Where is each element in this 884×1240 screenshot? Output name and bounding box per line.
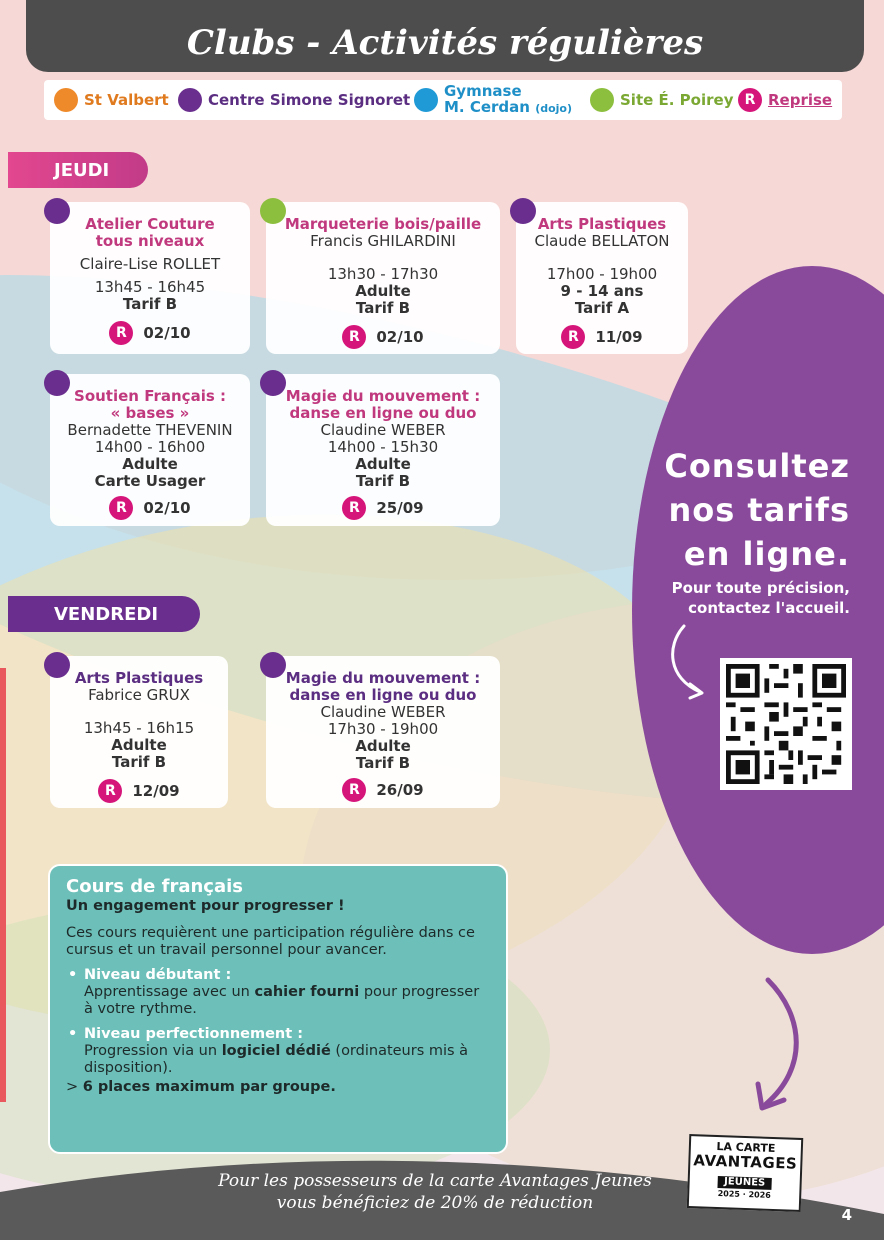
- location-dot-icon: [260, 370, 286, 396]
- curved-arrow-down-icon: [748, 976, 812, 1116]
- location-dot-icon: [260, 198, 286, 224]
- reprise-r-icon: R: [342, 325, 366, 349]
- reprise-r-icon: R: [342, 496, 366, 520]
- card-atelier-couture: Atelier Couture tous niveaux Claire-Lise ROLLET 13h45 - 16h45 Tarif B R 02/10: [50, 202, 250, 354]
- reprise-r-icon: R: [109, 321, 133, 345]
- location-legend: [44, 80, 842, 120]
- orange-dot-icon: [54, 88, 78, 112]
- reprise-r-icon: R: [98, 779, 122, 803]
- level-debutant: • Niveau débutant : Apprentissage avec un cahier fourni pour progresser à votre rythme.: [66, 967, 490, 1018]
- blue-dot-icon: [414, 88, 438, 112]
- qr-code-icon: [726, 664, 846, 784]
- max-places: > 6 places maximum par groupe.: [66, 1079, 336, 1095]
- cours-francais-box: Cours de français Un engagement pour progresser ! Ces cours requièrent une participation régulière dans ce cursus et un travail personnel pour avancer. • Niveau débutant : Apprentissage avec un cahier fourni pour progresser à votre rythme. • Niveau perfectionnement : Progression via un logiciel dédié (ordinateurs mis à disposition). > 6 places maximum par groupe.: [48, 864, 508, 1154]
- location-dot-icon: [510, 198, 536, 224]
- location-dot-icon: [260, 652, 286, 678]
- day-tab-jeudi: JEUDI: [8, 152, 148, 188]
- reprise-date: R 26/09: [266, 778, 500, 802]
- legend-st-valbert: St Valbert: [54, 88, 169, 112]
- reprise-date: R 12/09: [50, 779, 228, 803]
- card-magie-mouvement-vendredi: Magie du mouvement : danse en ligne ou duo Claudine WEBER 17h30 - 19h00 Adulte Tarif B R 26/09: [266, 656, 500, 808]
- location-dot-icon: [44, 652, 70, 678]
- reprise-r-icon: R: [738, 88, 762, 112]
- reprise-date: R 11/09: [516, 325, 688, 349]
- promo-subtitle: Pour toute précision, contactez l'accueil.: [671, 579, 850, 617]
- legend-site-poirey: Site É. Poirey: [590, 88, 733, 112]
- footer-message: Pour les possesseurs de la carte Avantages Jeunes vous bénéficiez de 20% de réduction: [218, 1171, 652, 1213]
- promo-title: Consultez nos tarifs en ligne.: [664, 447, 850, 573]
- qr-code[interactable]: [720, 658, 852, 790]
- level-perfectionnement: • Niveau perfectionnement : Progression via un logiciel dédié (ordinateurs mis à disposition).: [66, 1026, 490, 1077]
- cours-francais-title: Cours de français: [66, 876, 243, 897]
- legend-centre-simone-signoret: Centre Simone Signoret: [178, 88, 410, 112]
- card-marqueterie: Marqueterie bois/paille Francis GHILARDINI 13h30 - 17h30 Adulte Tarif B R 02/10: [266, 202, 500, 354]
- card-soutien-francais: Soutien Français : « bases » Bernadette THEVENIN 14h00 - 16h00 Adulte Carte Usager R 02/10: [50, 374, 250, 526]
- page-header: [26, 0, 864, 72]
- reprise-r-icon: R: [109, 496, 133, 520]
- location-dot-icon: [44, 198, 70, 224]
- reprise-r-icon: R: [561, 325, 585, 349]
- reprise-date: R 02/10: [266, 325, 500, 349]
- card-arts-plastiques-jeudi: Arts Plastiques Claude BELLATON 17h00 - 19h00 9 - 14 ans Tarif A R 11/09: [516, 202, 688, 354]
- curved-arrow-icon: [664, 622, 714, 702]
- purple-dot-icon: [178, 88, 202, 112]
- page-title: Clubs - Activités régulières: [186, 23, 704, 63]
- reprise-date: R 02/10: [50, 496, 250, 520]
- gymnase-label: Gymnase: [444, 82, 522, 100]
- card-magie-mouvement-jeudi: Magie du mouvement : danse en ligne ou duo Claudine WEBER 14h00 - 15h30 Adulte Tarif B R 25/09: [266, 374, 500, 526]
- cerdan-label: M. Cerdan: [444, 98, 530, 116]
- green-dot-icon: [590, 88, 614, 112]
- card-arts-plastiques-vendredi: Arts Plastiques Fabrice GRUX 13h45 - 16h15 Adulte Tarif B R 12/09: [50, 656, 228, 808]
- dojo-note: (dojo): [535, 102, 573, 115]
- day-tab-vendredi: VENDREDI: [8, 596, 200, 632]
- page-number: 4: [841, 1206, 852, 1224]
- legend-reprise: R Reprise: [738, 88, 832, 112]
- left-color-strip: [0, 668, 6, 1102]
- reprise-date: R 02/10: [50, 321, 250, 345]
- reprise-r-icon: R: [342, 778, 366, 802]
- reprise-date: R 25/09: [266, 496, 500, 520]
- carte-avantages-jeunes-logo: LA CARTE AVANTAGES JEUNES 2025 · 2026: [687, 1134, 804, 1212]
- location-dot-icon: [44, 370, 70, 396]
- legend-gymnase-cerdan: [414, 83, 572, 117]
